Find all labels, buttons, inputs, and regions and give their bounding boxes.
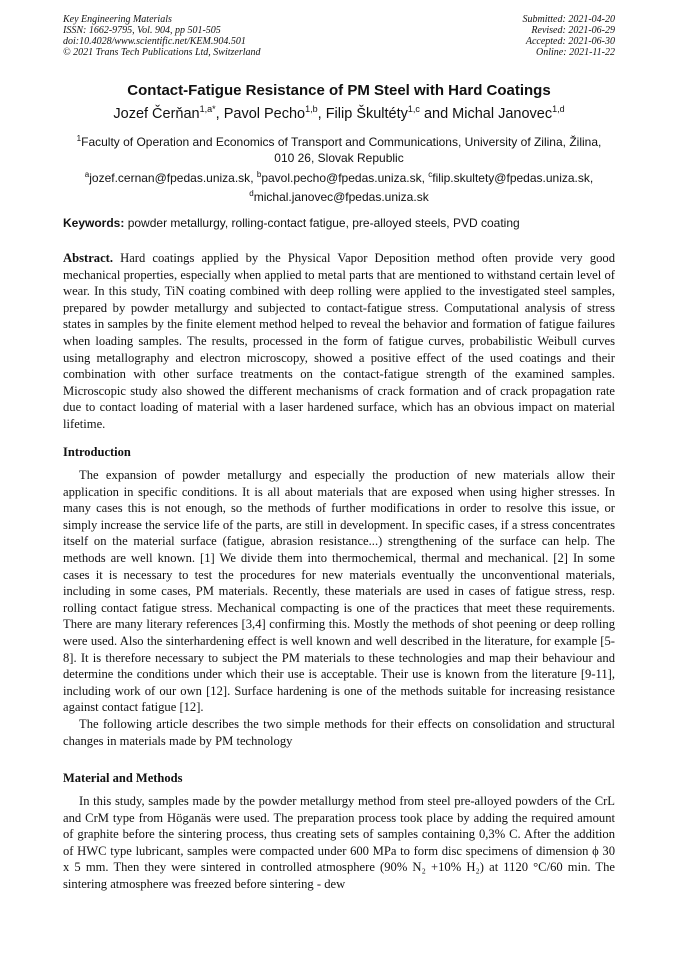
keywords-text: powder metallurgy, rolling-contact fatigue, pre-alloyed steels, PVD coating <box>127 216 520 230</box>
paragraph: The following article describes the two simple methods for their effects on consolidation and structural changes in materials made by PM technology <box>63 716 615 748</box>
submitted-date: Submitted: 2021-04-20 <box>522 14 615 25</box>
keywords <box>63 216 615 230</box>
paper-title: Contact-Fatigue Resistance of PM Steel with Hard Coatings <box>127 82 551 99</box>
author: Filip Škultéty$^{1,c}$ <box>325 104 420 122</box>
author-emails: $^a$jozef.cernan@fpedas.uniza.sk, $^b$pavol.pecho@fpedas.uniza.sk, $^c$filip.skultety@fpedas.uniza.sk, $^d$michal.janovec@fpedas.uniza.sk <box>84 170 594 204</box>
email-link[interactable]: pavol.pecho@fpedas.uniza.sk <box>261 171 422 185</box>
introduction-section <box>63 467 615 749</box>
abstract-text: Hard coatings applied by the Physical Vapor Deposition method often provide very good mechanical properties, especially when applied to metal parts that are mentioned to withstand certain level of wear. In this study, TiN coating combined with deep rolling were applied to the investigated steel samples, prepared by powder metallurgy and subjected to contact-fatigue stress. Computational analysis of stress states in samples by the finite element method helped to reveal the behavior and formation of fatigue failures when loading samples. The results, processed in the form of fatigue curves, probabilistic Weibull curves using metallography and electron microscopy, showed a positive effect of the used coatings and their combination with other surface treatments on the contact-fatigue strength of the examined samples. Microscopic study also showed the different mechanisms of crack formation and of crack propagation rate due to contact loading of material with a laser hardened surface, which has an obvious impact on material lifetime. <box>63 251 616 431</box>
email-link[interactable]: filip.skultety@fpedas.uniza.sk <box>432 171 590 185</box>
author: Michal Janovec$^{1,d}$ <box>452 104 565 122</box>
online-date: Online: 2021-11-22 <box>536 47 615 58</box>
revised-date: Revised: 2021-06-29 <box>531 25 615 36</box>
keywords-label: Keywords: <box>63 216 125 230</box>
author: Jozef Čerňan$^{1,a*}$ <box>113 104 216 122</box>
affiliation-line-2: 010 26, Slovak Republic <box>274 151 404 165</box>
abstract <box>63 250 615 433</box>
abstract-label: Abstract. <box>63 251 114 265</box>
journal-info <box>63 14 261 58</box>
paragraph: The expansion of powder metallurgy and especially the production of new materials allow their application in specific conditions. It is all about materials that are exposed when using higher stresses. In many cases this is not enough, so the methods of further modifications in order to resolve this issue, or simply increase the service life of the parts, are still in development. In specific cases, if a stress concentrates itself on the material surface (fatigue, abrasion resistance...) strengthening of the surface can help. The methods are well known. [1] We divide them into thermochemical, thermal and mechanical. [2] In some cases it is necessary to test the procedures for new materials eventually the unconventional materials, including in some cases, PM materials. Recently, these materials are used in cases of fatigue stress, resp. rolling contact fatigue stress. Mechanical compacting is one of the practices that meet these requirements. There are many literary references [3,4] confirming this. Mostly the methods of shot peening or deep rolling were used. Also the sinterhardening effect is well known and well described in the literature, for example [5-8]. It is therefore necessary to subject the PM materials to these technologies and map their behaviour and determine the conditions under which their use is acceptable. Their use is known from the literature [9-11], including work of our own [12]. Surface hardening is one of the methods suitable for increasing resistance against contact fatigue [12]. <box>63 468 615 715</box>
accepted-date: Accepted: 2021-06-30 <box>525 36 615 47</box>
affiliation: $^1$Faculty of Operation and Economics of Transport and Communications, University of Zilina, Žilina, 010 26, Slovak Republic <box>63 131 615 166</box>
issn: ISSN: 1662-9795, Vol. 904, pp 501-505 <box>63 25 221 36</box>
affiliation-line-1: Faculty of Operation and Economics of Transport and Communications, University of Zilina, Žilina, <box>81 135 602 149</box>
email-link[interactable]: michal.janovec@fpedas.uniza.sk <box>253 190 429 204</box>
methods-heading: Material and Methods <box>63 771 183 785</box>
doi: doi:10.4028/www.scientific.net/KEM.904.501 <box>63 36 246 47</box>
author-list: Jozef Čerňan$^{1,a*}$, Pavol Pecho$^{1,b}$, Filip Škultéty$^{1,c}$ and Michal Janovec$^{1,d}$ <box>113 104 565 122</box>
publication-dates <box>523 14 616 58</box>
introduction-heading: Introduction <box>63 445 131 459</box>
email-link[interactable]: jozef.cernan@fpedas.uniza.sk <box>89 171 251 185</box>
paragraph: In this study, samples made by the powder metallurgy method from steel pre-alloyed powders of the CrL and CrM type from Höganäs were used. The preparation process took place by adding the required amount of graphite before the sintering process, thus creating sets of samples containing 0,3% C. After the addition of HWC type lubricant, samples were compacted under 600 MPa to form disc specimens of dimension ϕ 30 x 5 mm. Then they were sintered in controlled atmosphere (90% N₂ +10% H₂) at 1120 °C/60 min. The sintering atmosphere was freezed before sintering - dew <box>63 794 615 891</box>
methods-section <box>63 793 615 893</box>
journal-name: Key Engineering Materials <box>63 14 172 25</box>
copyright: © 2021 Trans Tech Publications Ltd, Switzerland <box>63 47 261 58</box>
author: Pavol Pecho$^{1,b}$ <box>223 104 318 122</box>
